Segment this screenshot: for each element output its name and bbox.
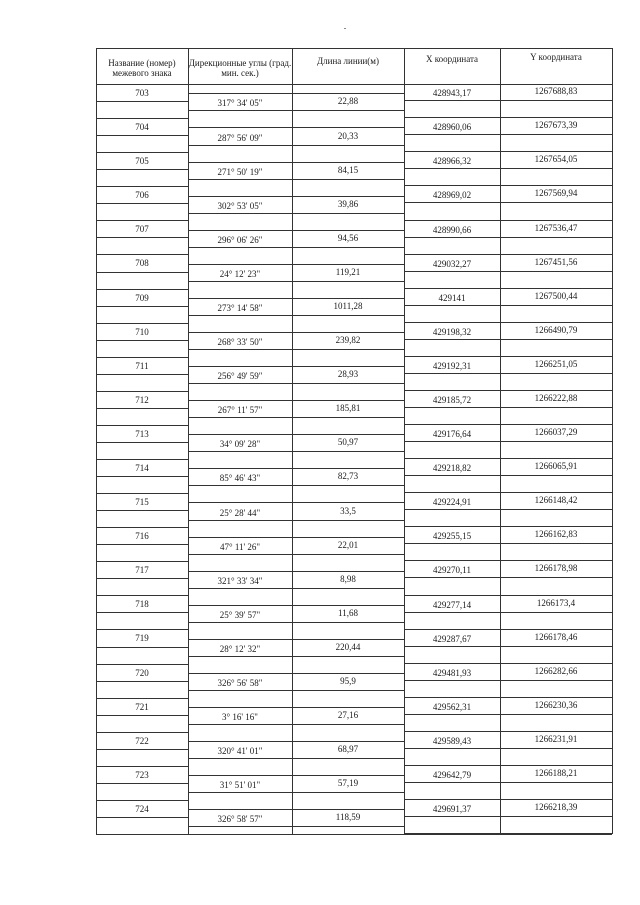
row-rule — [96, 527, 188, 528]
direction-angle: 28° 12' 32" — [219, 643, 261, 654]
row-rule — [404, 663, 612, 664]
row-rule — [188, 196, 404, 197]
direction-angle: 47° 11' 26" — [219, 541, 261, 552]
row-rule — [188, 690, 404, 691]
row-rule — [404, 748, 612, 749]
x-coordinate: 429691,37 — [432, 804, 472, 815]
point-name: 712 — [135, 394, 149, 405]
row-rule — [96, 612, 188, 613]
point-name: 719 — [135, 633, 149, 644]
row-rule — [188, 775, 404, 776]
x-coordinate: 428943,17 — [432, 88, 472, 99]
row-rule — [404, 577, 612, 578]
point-name: 724 — [135, 803, 149, 814]
y-coordinate: 1266173,4 — [536, 597, 576, 608]
row-rule — [188, 247, 404, 248]
row-rule — [96, 698, 188, 699]
y-coordinate: 1266178,46 — [534, 631, 578, 642]
row-rule — [404, 680, 612, 681]
y-coordinate: 1266065,91 — [534, 461, 578, 472]
row-rule — [188, 656, 404, 657]
point-name: 709 — [135, 292, 149, 303]
row-rule — [404, 560, 612, 561]
row-rule — [404, 441, 612, 442]
row-rule — [96, 237, 188, 238]
x-coordinate: 429224,91 — [432, 497, 472, 508]
direction-angle: 321° 33' 34" — [217, 575, 263, 586]
x-coordinate: 429642,79 — [432, 770, 472, 780]
y-coordinate: 1266230,36 — [534, 699, 578, 710]
direction-angle: 267° 11' 57" — [217, 405, 263, 416]
row-rule — [96, 766, 188, 767]
point-name: 717 — [135, 565, 149, 576]
row-rule — [188, 758, 404, 759]
row-rule — [188, 537, 404, 538]
line-length: 28,93 — [337, 369, 359, 380]
row-rule — [188, 520, 404, 521]
point-name: 714 — [135, 463, 149, 473]
row-rule — [188, 554, 404, 555]
row-rule — [404, 237, 612, 238]
line-length: 1011,28 — [333, 300, 363, 311]
row-rule — [96, 544, 188, 545]
row-rule — [96, 749, 188, 750]
y-coordinate: 1266251,05 — [534, 358, 578, 369]
row-rule — [188, 605, 404, 606]
x-coordinate: 429032,27 — [432, 258, 472, 269]
direction-angle: 317° 34' 05" — [217, 98, 263, 109]
row-rule — [96, 357, 188, 358]
line-length: 95,9 — [340, 675, 356, 686]
row-rule — [188, 230, 404, 231]
row-rule — [404, 816, 612, 817]
row-rule — [404, 526, 612, 527]
line-length: 50,97 — [337, 437, 359, 448]
row-rule — [188, 468, 404, 469]
point-name: 704 — [135, 122, 149, 133]
line-length: 57,19 — [337, 778, 359, 789]
row-rule — [96, 783, 188, 784]
row-rule — [404, 271, 612, 272]
line-length: 94,56 — [337, 232, 359, 243]
row-rule — [404, 134, 612, 135]
point-name: 710 — [135, 326, 149, 337]
row-rule — [96, 493, 188, 494]
row-rule — [188, 434, 404, 435]
row-rule — [96, 442, 188, 443]
row-rule — [188, 417, 404, 418]
y-coordinate: 1267569,94 — [534, 188, 578, 199]
row-rule — [188, 264, 404, 265]
point-name: 711 — [135, 360, 149, 371]
row-rule — [404, 185, 612, 186]
point-name: 723 — [135, 769, 149, 780]
row-rule — [404, 475, 612, 476]
x-coordinate: 429481,93 — [432, 667, 472, 678]
row-rule — [96, 629, 188, 630]
row-rule — [96, 459, 188, 460]
direction-angle: 256° 49' 59" — [217, 371, 263, 382]
y-coordinate: 1266148,42 — [534, 495, 578, 506]
row-rule — [96, 289, 188, 290]
point-name: 722 — [135, 735, 149, 746]
point-name: 707 — [135, 224, 149, 235]
row-rule — [188, 366, 404, 367]
row-rule — [404, 646, 612, 647]
row-rule — [96, 578, 188, 579]
x-coordinate: 429192,31 — [432, 360, 472, 371]
direction-angle: 25° 39' 57" — [219, 609, 261, 620]
row-rule — [404, 100, 612, 101]
row-rule — [188, 179, 404, 180]
line-length: 11,68 — [338, 607, 358, 618]
direction-angle: 296° 06' 26" — [217, 234, 263, 245]
row-rule — [188, 145, 404, 146]
point-name: 720 — [135, 667, 149, 678]
direction-angle: 287° 56' 09" — [217, 132, 263, 143]
direction-angle: 320° 41' 01" — [217, 746, 263, 757]
row-rule — [96, 647, 188, 648]
row-rule — [404, 322, 612, 323]
row-rule — [404, 356, 612, 357]
direction-angle: 302° 53' 05" — [217, 200, 263, 211]
y-coordinate: 1267500,44 — [534, 290, 578, 301]
row-rule — [188, 809, 404, 810]
row-rule — [96, 186, 188, 187]
row-rule — [188, 127, 404, 128]
line-length: 239,82 — [335, 335, 361, 346]
line-length: 33,5 — [340, 505, 356, 516]
x-coordinate: 429277,14 — [432, 599, 472, 610]
y-coordinate: 1266218,39 — [534, 802, 578, 813]
line-length: 68,97 — [337, 744, 359, 755]
row-rule — [404, 714, 612, 715]
row-rule — [96, 152, 188, 153]
point-name: 706 — [135, 190, 149, 201]
direction-angle: 326° 56' 58" — [217, 677, 263, 688]
row-rule — [404, 833, 612, 834]
row-rule — [188, 332, 404, 333]
y-coordinate: 1267654,05 — [534, 154, 578, 165]
line-length: 119,21 — [335, 266, 361, 277]
row-rule — [96, 306, 188, 307]
y-coordinate: 1267688,83 — [534, 86, 578, 97]
point-name: 703 — [135, 88, 149, 98]
header-bottom-border — [96, 84, 612, 85]
row-rule — [96, 340, 188, 341]
row-rule — [188, 298, 404, 299]
row-rule — [96, 732, 188, 733]
row-rule — [188, 502, 404, 503]
row-rule — [188, 213, 404, 214]
row-rule — [404, 407, 612, 408]
header-x: X координата — [425, 54, 479, 64]
row-rule — [404, 543, 612, 544]
row-rule — [404, 117, 612, 118]
direction-angle: 31° 51' 01" — [219, 780, 261, 791]
row-rule — [404, 782, 612, 783]
row-rule — [188, 826, 404, 827]
y-coordinate: 1266282,66 — [534, 665, 578, 676]
row-rule — [188, 451, 404, 452]
row-rule — [96, 425, 188, 426]
row-rule — [96, 323, 188, 324]
row-rule — [404, 612, 612, 613]
line-length: 118,59 — [335, 812, 361, 823]
x-coordinate: 428969,02 — [432, 190, 472, 201]
row-rule — [404, 424, 612, 425]
line-length: 20,33 — [337, 130, 359, 141]
x-coordinate: 429589,43 — [432, 735, 472, 746]
row-rule — [96, 595, 188, 596]
direction-angle: 271° 50' 19" — [217, 166, 263, 177]
line-length: 22,88 — [337, 96, 359, 107]
row-rule — [96, 408, 188, 409]
row-rule — [404, 339, 612, 340]
line-length: 22,01 — [337, 539, 359, 550]
direction-angle: 268° 33' 50" — [217, 337, 263, 348]
row-rule — [404, 220, 612, 221]
row-rule — [188, 588, 404, 589]
direction-angle: 24° 12' 23" — [219, 268, 261, 279]
y-coordinate: 1266037,29 — [534, 427, 578, 438]
row-rule — [188, 792, 404, 793]
row-rule — [96, 800, 188, 801]
row-rule — [404, 799, 612, 800]
boundary-coordinates-table — [96, 48, 612, 834]
line-length: 39,86 — [337, 198, 359, 209]
row-rule — [188, 571, 404, 572]
row-rule — [404, 765, 612, 766]
row-rule — [96, 681, 188, 682]
line-length: 27,16 — [337, 710, 359, 721]
row-rule — [404, 288, 612, 289]
row-rule — [404, 151, 612, 152]
direction-angle: 34° 09' 28" — [219, 439, 261, 450]
x-coordinate: 429198,32 — [432, 326, 472, 337]
row-rule — [96, 272, 188, 273]
row-rule — [404, 629, 612, 630]
x-coordinate: 429270,11 — [433, 565, 471, 576]
row-rule — [188, 349, 404, 350]
row-rule — [188, 400, 404, 401]
x-coordinate: 428966,32 — [432, 156, 472, 167]
point-name: 721 — [135, 701, 149, 712]
row-rule — [188, 485, 404, 486]
y-coordinate: 1266162,83 — [534, 529, 578, 540]
point-name: 713 — [135, 428, 149, 439]
row-rule — [404, 731, 612, 732]
row-rule — [188, 93, 404, 94]
point-name: 716 — [135, 531, 149, 542]
x-coordinate: 429255,15 — [432, 531, 472, 542]
y-coordinate: 1267451,56 — [534, 256, 578, 267]
row-rule — [96, 203, 188, 204]
row-rule — [188, 707, 404, 708]
y-coordinate: 1266178,98 — [534, 563, 578, 574]
line-length: 82,73 — [337, 471, 359, 482]
point-name: 715 — [135, 497, 149, 508]
row-rule — [96, 476, 188, 477]
direction-angle: 326° 58' 57" — [217, 814, 263, 825]
x-coordinate: 429287,67 — [432, 633, 472, 644]
x-coordinate: 428960,06 — [432, 122, 472, 133]
row-rule — [96, 118, 188, 119]
row-rule — [404, 168, 612, 169]
row-rule — [96, 510, 188, 511]
row-rule — [404, 509, 612, 510]
row-rule — [404, 595, 612, 596]
row-rule — [404, 254, 612, 255]
row-rule — [96, 664, 188, 665]
row-rule — [188, 281, 404, 282]
point-name: 705 — [135, 156, 149, 167]
row-rule — [96, 391, 188, 392]
row-rule — [96, 817, 188, 818]
row-rule — [404, 492, 612, 493]
direction-angle: 3° 16' 16" — [222, 712, 258, 723]
row-rule — [96, 374, 188, 375]
row-rule — [404, 458, 612, 459]
line-length: 84,15 — [337, 164, 359, 175]
direction-angle: 85° 46' 43" — [219, 473, 261, 484]
y-coordinate: 1267673,39 — [534, 120, 578, 131]
direction-angle: 273° 14' 58" — [217, 302, 263, 313]
row-rule — [188, 622, 404, 623]
y-coordinate: 1266490,79 — [534, 324, 578, 335]
x-coordinate: 429141 — [438, 292, 466, 303]
row-rule — [188, 724, 404, 725]
row-rule — [188, 383, 404, 384]
header-angle: Дирекционные углы (град. мин. сек.) — [188, 58, 292, 78]
line-length: 220,44 — [335, 641, 361, 652]
point-name: 708 — [135, 258, 149, 269]
header-name: Название (номер) межевого знака — [108, 58, 176, 78]
column-border — [612, 48, 613, 834]
row-rule — [188, 741, 404, 742]
y-coordinate: 1266188,21 — [534, 768, 578, 778]
x-coordinate: 429218,82 — [432, 463, 472, 474]
direction-angle: 25° 28' 44" — [219, 507, 261, 518]
header-y: Y координата — [530, 52, 582, 62]
line-length: 8,98 — [340, 573, 356, 584]
x-coordinate: 429185,72 — [432, 395, 472, 405]
row-rule — [404, 305, 612, 306]
row-rule — [96, 561, 188, 562]
scan-speck — [344, 28, 346, 29]
row-rule — [96, 220, 188, 221]
table-top-border — [96, 48, 612, 49]
y-coordinate: 1266231,91 — [534, 733, 578, 744]
row-rule — [96, 169, 188, 170]
row-rule — [188, 673, 404, 674]
row-rule — [404, 373, 612, 374]
y-coordinate: 1267536,47 — [534, 222, 578, 233]
row-rule — [404, 390, 612, 391]
row-rule — [96, 715, 188, 716]
row-rule — [188, 110, 404, 111]
row-rule — [188, 315, 404, 316]
point-name: 718 — [135, 599, 149, 610]
row-rule — [96, 101, 188, 102]
header-length: Длина линии(м) — [317, 56, 379, 66]
row-rule — [96, 135, 188, 136]
row-rule — [96, 834, 188, 835]
row-rule — [188, 162, 404, 163]
x-coordinate: 429176,64 — [432, 429, 472, 440]
row-rule — [96, 254, 188, 255]
row-rule — [404, 202, 612, 203]
row-rule — [404, 697, 612, 698]
row-rule — [188, 639, 404, 640]
y-coordinate: 1266222,88 — [534, 393, 578, 403]
x-coordinate: 429562,31 — [432, 701, 472, 712]
x-coordinate: 428990,66 — [432, 224, 472, 235]
line-length: 185,81 — [335, 403, 361, 414]
